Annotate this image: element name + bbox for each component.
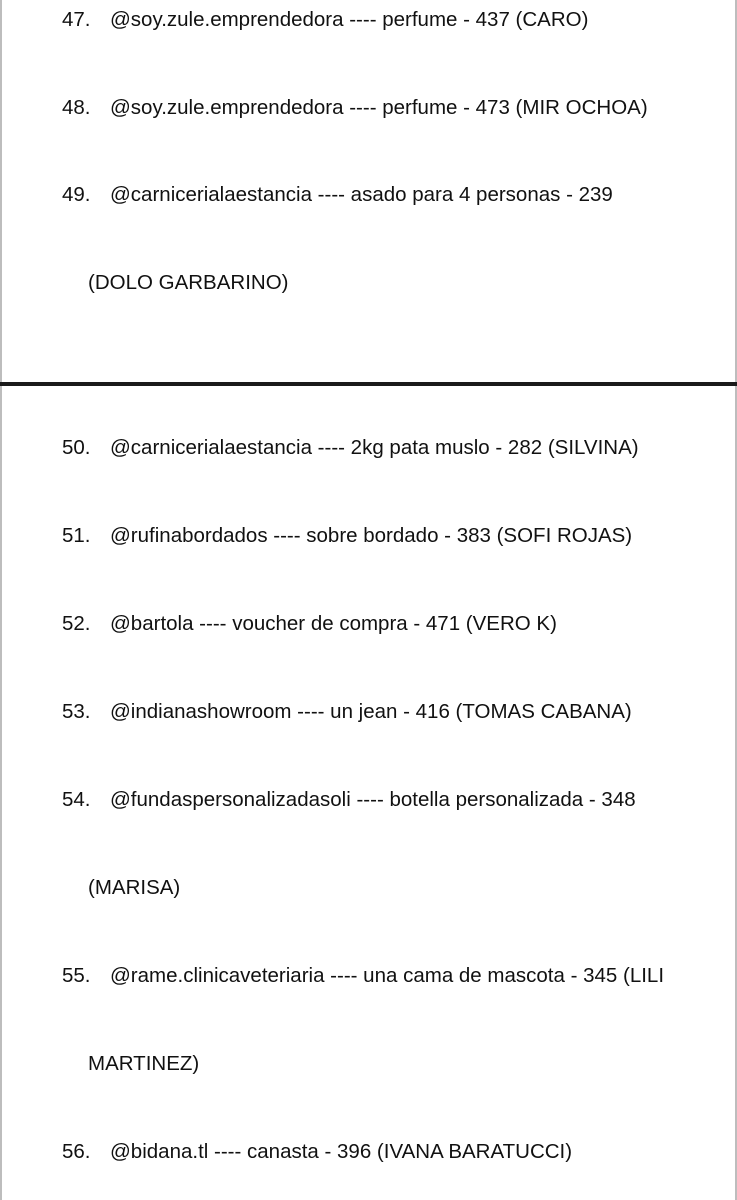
list-item-number: 55. bbox=[62, 964, 91, 987]
list-item-number: 51. bbox=[62, 524, 91, 547]
list-item-text: @bidana.tl ---- canasta - 396 (IVANA BARATUCCI) bbox=[110, 1140, 573, 1163]
list-item-text: @carnicerialaestancia ---- asado para 4 personas - 239 bbox=[110, 183, 613, 206]
list-item-text: @rufinabordados ---- sobre bordado - 383 (SOFI ROJAS) bbox=[110, 524, 633, 547]
list-item-text-continued: MARTINEZ) bbox=[88, 1052, 200, 1075]
list-item-number: 47. bbox=[62, 8, 91, 31]
list-item-text: @soy.zule.emprendedora ---- perfume - 437 (CARO) bbox=[110, 8, 589, 31]
list-item-text: @bartola ---- voucher de compra - 471 (VERO K) bbox=[110, 612, 557, 635]
list-item-text: @rame.clinicaveteriaria ---- una cama de mascota - 345 (LILI bbox=[110, 964, 665, 987]
list-item-number: 48. bbox=[62, 96, 91, 119]
list-item-text: @carnicerialaestancia ---- 2kg pata muslo - 282 (SILVINA) bbox=[110, 436, 639, 459]
list-item-number: 52. bbox=[62, 612, 91, 635]
list-item-text: @fundaspersonalizadasoli ---- botella personalizada - 348 bbox=[110, 788, 636, 811]
list-item-text: @indianashowroom ---- un jean - 416 (TOMAS CABANA) bbox=[110, 700, 632, 723]
list-item-text-continued: (MARISA) bbox=[88, 876, 181, 899]
list-item-text: @soy.zule.emprendedora ---- perfume - 473 (MIR OCHOA) bbox=[110, 96, 648, 119]
list-item-number: 53. bbox=[62, 700, 91, 723]
list-item-text-continued: (DOLO GARBARINO) bbox=[88, 271, 289, 294]
list-item-number: 49. bbox=[62, 183, 91, 206]
list-item-number: 54. bbox=[62, 788, 91, 811]
list-item-number: 56. bbox=[62, 1140, 91, 1163]
list-item-number: 50. bbox=[62, 436, 91, 459]
